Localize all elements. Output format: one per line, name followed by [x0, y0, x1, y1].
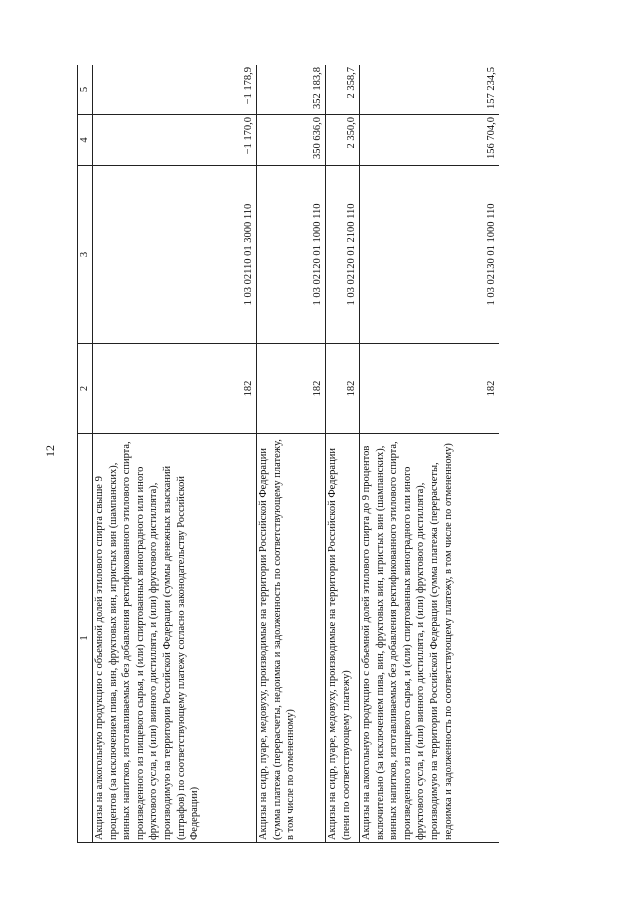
- rotated-sheet: [77, 65, 499, 843]
- table-row: [326, 65, 360, 843]
- amount-col-5: 2 358,7: [326, 65, 360, 115]
- admin-code: 182: [257, 344, 326, 434]
- amount-col-4: 156 704,0: [360, 115, 500, 166]
- revenue-table: [77, 65, 499, 843]
- admin-code: 182: [93, 344, 257, 434]
- amount-col-5: 352 183,8: [257, 65, 326, 115]
- header-col-3: 3: [78, 166, 93, 344]
- page-number: 12: [43, 445, 57, 457]
- amount-col-4: 2 350,0: [326, 115, 360, 166]
- budget-classification-code: 1 03 02120 01 2100 110: [326, 166, 360, 344]
- row-description: Акцизы на алкогольную продукцию с объемной долей этилового спирта до 9 процентов включительно (за исключением пива, вин, фруктовых вин, игристых вин (шампанских), винных напитков, изготавливаемых без добавления ректификованного этилового спирта, произведенного из пищевого сырья, и (или) спиртованных виноградного или иного фруктового сусла, и (или) винного дистиллята, и (или) фруктового дистиллята), производимую на территории Российской Федерации (сумма платежа (перерасчеты, недоимка и задолженность по соответствующему платежу, в том числе по отмененному): [360, 434, 500, 843]
- table-row: [93, 65, 257, 843]
- admin-code: 182: [360, 344, 500, 434]
- budget-classification-code: 1 03 02130 01 1000 110: [360, 166, 500, 344]
- row-description: Акцизы на сидр, пуаре, медовуху, производимые на территории Российской Федерации (сумма платежа (перерасчеты, недоимка и задолженность по соответствующему платежу, в том числе по отмененному): [257, 434, 326, 843]
- amount-col-4: −1 170,0: [93, 115, 257, 166]
- table-row: [360, 65, 500, 843]
- header-col-2: 2: [78, 344, 93, 434]
- amount-col-5: −1 178,9: [93, 65, 257, 115]
- header-col-5: 5: [78, 65, 93, 115]
- budget-classification-code: 1 03 02110 01 3000 110: [93, 166, 257, 344]
- admin-code: 182: [326, 344, 360, 434]
- table-row: [257, 65, 326, 843]
- header-col-1: 1: [78, 434, 93, 843]
- amount-col-4: 350 636,0: [257, 115, 326, 166]
- amount-col-5: 157 234,5: [360, 65, 500, 115]
- budget-classification-code: 1 03 02120 01 1000 110: [257, 166, 326, 344]
- header-col-4: 4: [78, 115, 93, 166]
- table-frame: [77, 65, 499, 843]
- row-description: Акцизы на сидр, пуаре, медовуху, производимые на территории Российской Федерации (пени по соответствующему платежу): [326, 434, 360, 843]
- header-row: [78, 65, 93, 843]
- row-description: Акцизы на алкогольную продукцию с объемной долей этилового спирта свыше 9 процентов (за исключением пива, вин, фруктовых вин, игристых вин (шампанских), винных напитков, изготавливаемых без добавления ректификованного этилового спирта, произведенного из пищевого сырья, и (или) спиртованных виноградного или иного фруктового сусла, и (или) винного дистиллята, и (или) фруктового дистиллята), производимую на территории Российской Федерации (суммы денежных взысканий (штрафов) по соответствующему платежу согласно законодательству Российской Федерации): [93, 434, 257, 843]
